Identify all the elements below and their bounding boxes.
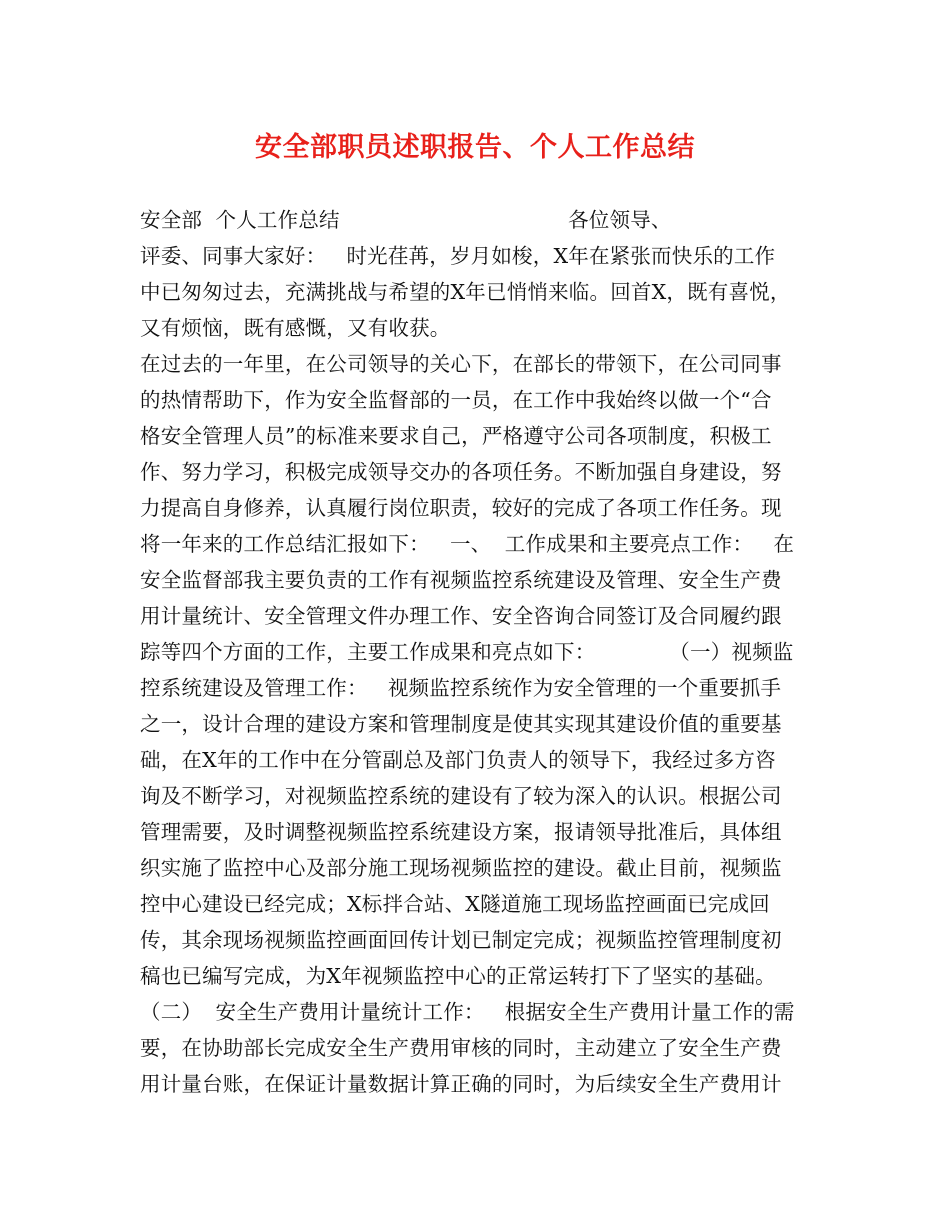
body-line: 础，在X年的工作中在分管副总及部门负责人的领导下，我经过多方咨 xyxy=(140,748,776,772)
body-line: 将一年来的工作总结汇报如下： 一、 工作成果和主要亮点工作： 在 xyxy=(140,532,795,556)
body-line: 力提高自身修养，认真履行岗位职责，较好的完成了各项工作任务。现 xyxy=(140,496,782,520)
body-line: 控中心建设已经完成；X标拌合站、X隧道施工现场监控画面已完成回 xyxy=(140,892,770,916)
body-line: 中已匆匆过去，充满挑战与希望的X年已悄悄来临。回首X，既有喜悦， xyxy=(140,280,791,304)
body-line: 的热情帮助下，作为安全监督部的一员，在工作中我始终以做一个“合 xyxy=(140,388,772,412)
body-line: 安全部 个人工作总结 各位领导、 xyxy=(140,208,672,232)
body-line: 控系统建设及管理工作： 视频监控系统作为安全管理的一个重要抓手 xyxy=(140,676,782,700)
body-line: 踪等四个方面的工作，主要工作成果和亮点如下： （一）视频监 xyxy=(140,640,794,664)
body-line: 织实施了监控中心及部分施工现场视频监控的建设。截止目前，视频监 xyxy=(140,856,782,880)
body-line: 又有烦恼，既有感慨，又有收获。 xyxy=(140,316,451,340)
body-line: 管理需要，及时调整视频监控系统建设方案，报请领导批准后，具体组 xyxy=(140,820,782,844)
body-line: （二） 安全生产费用计量统计工作： 根据安全生产费用计量工作的需 xyxy=(140,1000,795,1024)
body-line: 询及不断学习，对视频监控系统的建设有了较为深入的认识。根据公司 xyxy=(140,784,782,808)
body-line: 要，在协助部长完成安全生产费用审核的同时，主动建立了安全生产费 xyxy=(140,1036,782,1060)
body-line: 作、努力学习，积极完成领导交办的各项任务。不断加强自身建设，努 xyxy=(140,460,782,484)
body-line: 在过去的一年里，在公司领导的关心下，在部长的带领下，在公司同事 xyxy=(140,352,782,376)
body-line: 用计量统计、安全管理文件办理工作、安全咨询合同签订及合同履约跟 xyxy=(140,604,782,628)
body-line: 安全监督部我主要负责的工作有视频监控系统建设及管理、安全生产费 xyxy=(140,568,782,592)
body-line: 之一，设计合理的建设方案和管理制度是使其实现其建设价值的重要基 xyxy=(140,712,782,736)
document-title: 安全部职员述职报告、个人工作总结 xyxy=(255,132,695,163)
body-line: 评委、同事大家好： 时光荏苒，岁月如梭，X年在紧张而快乐的工作 xyxy=(140,244,776,268)
body-line: 传，其余现场视频监控画面回传计划已制定完成；视频监控管理制度初 xyxy=(140,928,782,952)
document-body xyxy=(140,202,820,1102)
body-line: 稿也已编写完成，为X年视频监控中心的正常运转打下了坚实的基础。 xyxy=(140,964,776,988)
body-line: 格安全管理人员”的标准来要求自己，严格遵守公司各项制度，积极工 xyxy=(140,424,772,448)
body-line: 用计量台账，在保证计量数据计算正确的同时，为后续安全生产费用计 xyxy=(140,1072,782,1096)
